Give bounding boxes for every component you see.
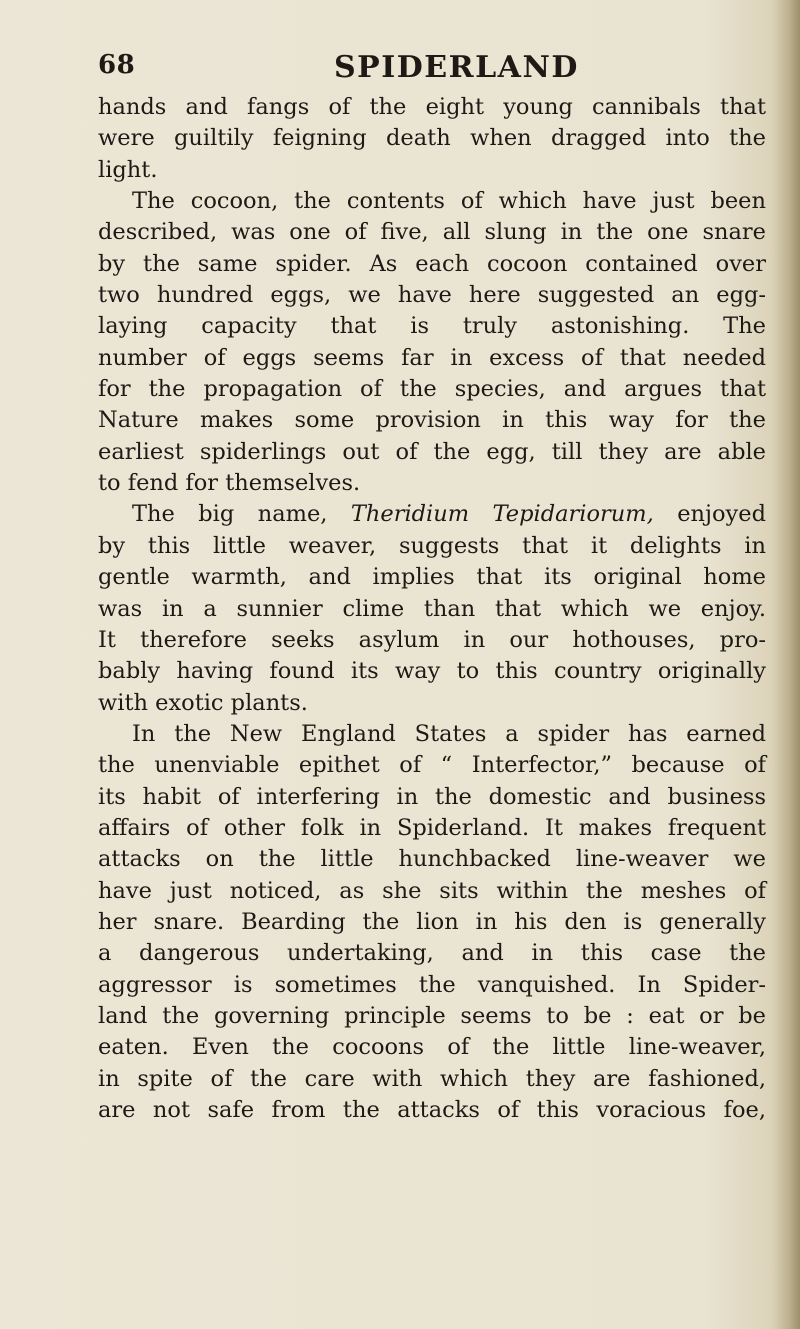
page-edge-shadow	[774, 0, 800, 1329]
text-line: eaten. Even the cocoons of the little line-weaver,	[98, 1034, 766, 1061]
text-line: were guiltily feigning death when dragged into the	[98, 125, 766, 152]
text-line: a dangerous undertaking, and in this case the	[98, 940, 766, 967]
text-line: its habit of interfering in the domestic and business	[98, 783, 766, 810]
text-line: by the same spider. As each cocoon contained over	[98, 250, 766, 277]
text-line: to fend for themselves.	[98, 470, 361, 497]
text-line: affairs of other folk in Spiderland. It makes frequent	[98, 814, 766, 841]
text-line: aggressor is sometimes the vanquished. In Spider-	[98, 971, 766, 998]
text-line: earliest spiderlings out of the egg, till they are able	[98, 438, 766, 465]
running-head: SPIDERLAND	[334, 50, 579, 85]
text-line: land the governing principle seems to be : eat or be	[98, 1002, 766, 1029]
page-number: 68	[98, 50, 136, 80]
paragraph-start: The cocoon, the contents of which have just been	[132, 188, 766, 215]
body-text	[98, 92, 766, 1126]
text-line: number of eggs seems far in excess of that needed	[98, 344, 766, 371]
text-line: was in a sunnier clime than that which we enjoy.	[98, 595, 766, 622]
text-line: for the propagation of the species, and argues that	[98, 376, 766, 403]
text-line: have just noticed, as she sits within the meshes of	[98, 877, 766, 904]
text-line: bably having found its way to this country originally	[98, 658, 766, 685]
text-line: the unenviable epithet of “ Interfector,” because of	[98, 752, 766, 779]
text-line: attacks on the little hunchbacked line-weaver we	[98, 846, 766, 873]
text-line: laying capacity that is truly astonishing. The	[98, 313, 766, 340]
text-line: described, was one of five, all slung in the one snare	[98, 219, 766, 246]
text-line: by this little weaver, suggests that it delights in	[98, 532, 766, 559]
text-line: in spite of the care with which they are fashioned,	[98, 1065, 766, 1092]
text-run: enjoyed	[653, 501, 766, 528]
species-name: Theridium Tepidariorum,	[350, 501, 654, 528]
text-line: light.	[98, 156, 158, 183]
text-line: her snare. Bearding the lion in his den is generally	[98, 908, 766, 935]
text-line: Nature makes some provision in this way for the	[98, 407, 766, 434]
text-line: are not safe from the attacks of this voracious foe,	[98, 1097, 766, 1123]
text-line: gentle warmth, and implies that its original home	[98, 564, 766, 591]
text-line: It therefore seeks asylum in our hothouses, pro-	[98, 626, 766, 653]
paragraph-start: In the New England States a spider has earned	[132, 720, 766, 747]
text-line: two hundred eggs, we have here suggested an egg-	[98, 282, 766, 309]
text-run: The big name,	[132, 501, 351, 528]
text-line: hands and fangs of the eight young cannibals that	[98, 94, 766, 120]
text-line: with exotic plants.	[98, 689, 308, 716]
paragraph-start	[98, 499, 766, 530]
